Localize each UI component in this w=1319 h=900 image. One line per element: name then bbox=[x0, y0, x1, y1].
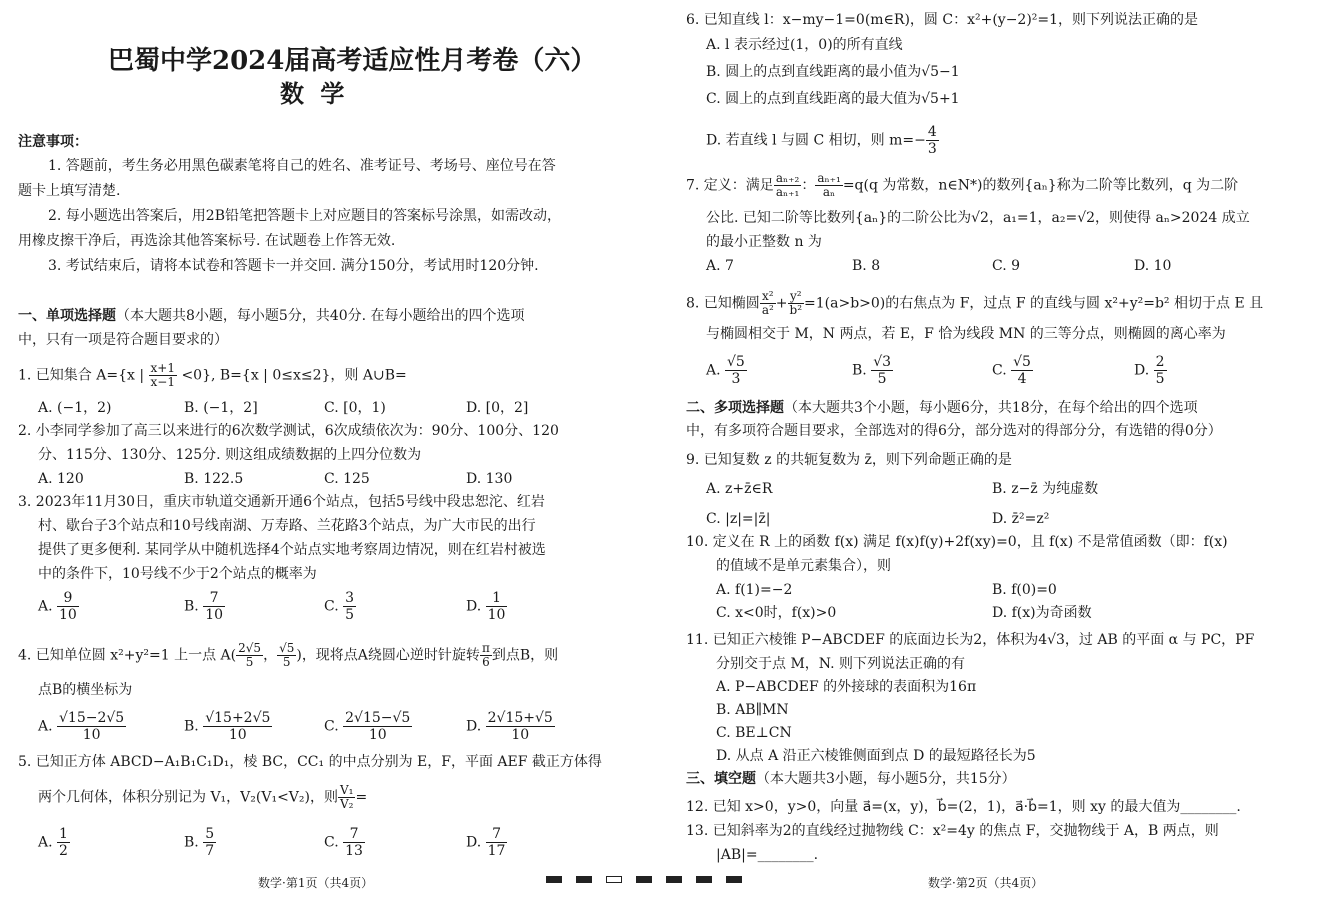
q4-option-d: D. $\frac{2√15+√5}{10}$ bbox=[466, 710, 553, 743]
q10-option-d: D. f(x)为奇函数 bbox=[992, 605, 1092, 621]
notice-line: 1. 答题前，考生务必用黑色碳素笔将自己的姓名、准考证号、考场号、座位号在答 bbox=[48, 158, 556, 174]
q4-option-a: A. $\frac{√15-2√5}{10}$ bbox=[38, 710, 125, 743]
q5-option-d: D. $\frac{7}{17}$ bbox=[466, 826, 506, 859]
notice-line: 用橡皮擦干净后，再选涂其他答案标号. 在试题卷上作答无效. bbox=[18, 233, 396, 249]
question-11: 11. 已知正六棱锥 P−ABCDEF 的底面边长为2，体积为4√3，过 AB 的平面 α 与 PC，PF bbox=[686, 632, 1255, 648]
exam-title: 巴蜀中学2024届高考适应性月考卷（六） bbox=[108, 46, 597, 76]
section1-desc: （本大题共8小题，每小题5分，共40分. 在每小题给出的四个选项 bbox=[116, 308, 525, 324]
notice-line: 3. 考试结束后，请将本试卷和答题卡一并交回. 满分150分，考试用时120分钟. bbox=[48, 258, 539, 274]
question-2-cont: 分、115分、130分、125分. 则这组成绩数据的上四分位数为 bbox=[38, 447, 422, 463]
section3-line1 bbox=[686, 769, 1016, 789]
q6-option-b: B. 圆上的点到直线距离的最小值为√5−1 bbox=[706, 64, 960, 80]
q10-option-c: C. x<0时，f(x)>0 bbox=[716, 605, 837, 621]
question-13-cont: |AB|=________. bbox=[716, 847, 819, 863]
q9-option-c: C. |z|=|z̄| bbox=[706, 511, 771, 527]
q1-den: x−1 bbox=[150, 375, 175, 389]
question-3: 3. 2023年11月30日，重庆市轨道交通新开通6个站点，包括5号线中段忠恕沱、红岩 bbox=[18, 494, 545, 510]
notice-line: 2. 每小题选出答案后，用2B铅笔把答题卡上对应题目的答案标号涂黑，如需改动， bbox=[48, 208, 562, 224]
q4-post: 到点B，则 bbox=[491, 647, 559, 664]
section2-line1 bbox=[686, 398, 1198, 418]
question-7-cont: 公比. 已知二阶等比数列{aₙ}的二阶公比为√2，a₁=1，a₂=√2，则使得 aₙ>2024 成立 bbox=[706, 210, 1250, 226]
question-7-cont: 的最小正整数 n 为 bbox=[706, 234, 822, 250]
q4-mid: ，现将点A绕圆心逆时针旋转 bbox=[301, 647, 480, 664]
registration-mark bbox=[666, 876, 682, 883]
q1-rest: <0}, B={x | 0≤x≤2}，则 A∪B= bbox=[181, 367, 407, 384]
q4-option-b: B. $\frac{√15+2√5}{10}$ bbox=[184, 710, 271, 743]
q11-option-c: C. BE⊥CN bbox=[716, 725, 792, 741]
footer-page-1: 数学·第1页（共4页） bbox=[258, 876, 374, 890]
q3-option-a: A. $\frac{9}{10}$ bbox=[38, 590, 77, 623]
q11-option-a: A. P−ABCDEF 的外接球的表面积为16π bbox=[716, 679, 977, 695]
q9-option-d: D. z̄²=z² bbox=[992, 511, 1050, 527]
q2-option-b: B. 122.5 bbox=[184, 471, 244, 487]
q1-option-d: D. [0，2] bbox=[466, 400, 529, 416]
q7-option-c: C. 9 bbox=[992, 258, 1021, 274]
question-9: 9. 已知复数 z 的共轭复数为 z̄，则下列命题正确的是 bbox=[686, 452, 1012, 468]
q9-option-a: A. z+z̄∈R bbox=[706, 481, 773, 497]
registration-mark bbox=[636, 876, 652, 883]
registration-mark bbox=[606, 876, 622, 883]
section1-desc2: 中，只有一项是符合题目要求的） bbox=[18, 332, 228, 348]
question-4: 4. 已知单位圆 x²+y²=1 上一点 A( $\frac{2√5}{5}$ ， $\frac{√5}{5}$ )，现将点A绕圆心逆时针旋转 $\frac{\pi}{6}$ 到点B，则 bbox=[18, 641, 559, 669]
q5-option-c: C. $\frac{7}{13}$ bbox=[324, 826, 363, 859]
registration-mark bbox=[576, 876, 592, 883]
q1-prefix: 1. 已知集合 bbox=[18, 367, 92, 384]
section1-line1 bbox=[18, 306, 525, 326]
question-5: 5. 已知正方体 ABCD−A₁B₁C₁D₁，棱 BC，CC₁ 的中点分别为 E，F，平面 AEF 截正方体得 bbox=[18, 754, 602, 770]
q2-option-d: D. 130 bbox=[466, 471, 513, 487]
section2-heading: 二、多项选择题 bbox=[686, 400, 784, 416]
q7-option-d: D. 10 bbox=[1134, 258, 1172, 274]
q8-option-d: D. $\frac{2}{5}$ bbox=[1134, 354, 1165, 387]
q3-option-c: C. $\frac{3}{5}$ bbox=[324, 590, 355, 623]
question-8-cont: 与椭圆相交于 M，N 两点，若 E，F 恰为线段 MN 的三等分点，则椭圆的离心率为 bbox=[706, 326, 1226, 342]
q10-option-b: B. f(0)=0 bbox=[992, 582, 1057, 598]
q4-pre: 4. 已知单位圆 x²+y²=1 上一点 A bbox=[18, 647, 231, 664]
q5-option-a: A. $\frac{1}{2}$ bbox=[38, 826, 68, 859]
section3-heading: 三、填空题 bbox=[686, 771, 756, 787]
question-5-cont: 两个几何体，体积分别记为 V₁，V₂(V₁<V₂)，则 $\frac{\text{V₁}}{\text{V₂}}$ = bbox=[38, 783, 368, 811]
q3-option-d: D. $\frac{1}{10}$ bbox=[466, 590, 506, 623]
question-11-cont: 分别交于点 M，N. 则下列说法正确的有 bbox=[716, 656, 966, 672]
registration-mark bbox=[696, 876, 712, 883]
q8-option-c: C. $\frac{√5}{4}$ bbox=[992, 354, 1031, 387]
q4-option-c: C. $\frac{2√15-√5}{10}$ bbox=[324, 710, 411, 743]
q5-option-b: B. $\frac{5}{7}$ bbox=[184, 826, 215, 859]
q6-option-d: D. 若直线 l 与圆 C 相切，则 m=− $\frac{4}{3}$ bbox=[706, 124, 937, 157]
registration-marks bbox=[546, 876, 742, 883]
q2-option-c: C. 125 bbox=[324, 471, 370, 487]
question-6: 6. 已知直线 l：x−my−1=0(m∈R)，圆 C：x²+(y−2)²=1，则下列说法正确的是 bbox=[686, 12, 1199, 28]
q6-option-a: A. l 表示经过(1，0)的所有直线 bbox=[706, 37, 903, 53]
q1-set-a: A={x | bbox=[96, 367, 145, 384]
question-13: 13. 已知斜率为2的直线经过抛物线 C：x²=4y 的焦点 F，交抛物线于 A，B 两点，则 bbox=[686, 823, 1219, 839]
q1-num: x+1 bbox=[150, 361, 175, 375]
question-2: 2. 小李同学参加了高三以来进行的6次数学测试，6次成绩依次为：90分、100分、120 bbox=[18, 423, 559, 439]
section2-desc: （本大题共3个小题，每小题6分，共18分，在每个给出的四个选项 bbox=[784, 400, 1198, 416]
question-7: 7. 定义：满足 $\frac{\text{aₙ₊₂}}{\text{aₙ₊₁}}$ ： $\frac{\text{aₙ₊₁}}{\text{aₙ}}$ =q(q 为常数，n∈N*)的数列{aₙ}称为二阶等比数列，q 为二阶 bbox=[686, 171, 1239, 199]
q11-option-d: D. 从点 A 沿正六棱锥侧面到点 D 的最短路径长为5 bbox=[716, 748, 1036, 764]
q9-option-b: B. z−z̄ 为纯虚数 bbox=[992, 481, 1099, 497]
question-3-cont: 村、歇台子3个站点和10号线南湖、万寿路、兰花路3个站点，为广大市民的出行 bbox=[38, 518, 536, 534]
registration-mark bbox=[546, 876, 562, 883]
q1-option-a: A. (−1，2) bbox=[38, 400, 112, 416]
q7-option-a: A. 7 bbox=[706, 258, 734, 274]
question-3-cont: 提供了更多便利. 某同学从中随机选择4个站点实地考察周边情况，则在红岩村被选 bbox=[38, 542, 546, 558]
question-12: 12. 已知 x>0，y>0，向量 a⃗=(x，y)，b⃗=(2，1)，a⃗·b⃗=1，则 xy 的最大值为________. bbox=[686, 799, 1241, 815]
q1-option-c: C. [0，1) bbox=[324, 400, 386, 416]
q6-option-c: C. 圆上的点到直线距离的最大值为√5+1 bbox=[706, 91, 960, 107]
q11-option-b: B. AB∥MN bbox=[716, 702, 789, 718]
q3-option-b: B. $\frac{7}{10}$ bbox=[184, 590, 224, 623]
question-3-cont: 中的条件下，10号线不少于2个站点的概率为 bbox=[38, 566, 317, 582]
q1-fraction bbox=[149, 362, 177, 389]
q7-option-b: B. 8 bbox=[852, 258, 881, 274]
section1-heading: 一、单项选择题 bbox=[18, 308, 116, 324]
question-4-cont: 点B的横坐标为 bbox=[38, 682, 133, 698]
q8-option-a: A. $\frac{√5}{3}$ bbox=[706, 354, 745, 387]
footer-page-2: 数学·第2页（共4页） bbox=[928, 876, 1044, 890]
question-10: 10. 定义在 R 上的函数 f(x) 满足 f(x)f(y)+2f(xy)=0，且 f(x) 不是常值函数（即：f(x) bbox=[686, 534, 1228, 550]
notice-heading: 注意事项： bbox=[18, 134, 88, 150]
q8-option-b: B. $\frac{√3}{5}$ bbox=[852, 354, 892, 387]
notice-line: 题卡上填写清楚. bbox=[18, 183, 121, 199]
q1-option-b: B. (−1，2] bbox=[184, 400, 258, 416]
question-1 bbox=[18, 362, 407, 389]
registration-mark bbox=[726, 876, 742, 883]
section3-desc: （本大题共3小题，每小题5分，共15分） bbox=[756, 771, 1016, 787]
question-8: 8. 已知椭圆 $\frac{\text{x²}}{\text{a²}}$ + $\frac{\text{y²}}{\text{b²}}$ =1(a>b>0)的右焦点为 F，过点 F 的直线与圆 x²+y²=b² 相切于点 E 且 bbox=[686, 289, 1264, 317]
question-10-cont: 的值域不是单元素集合），则 bbox=[716, 558, 891, 574]
section2-desc2: 中，有多项符合题目要求，全部选对的得6分，部分选对的得部分分，有选错的得0分） bbox=[686, 423, 1222, 439]
q2-option-a: A. 120 bbox=[38, 471, 84, 487]
subject-title: 数 学 bbox=[280, 79, 349, 108]
q10-option-a: A. f(1)=−2 bbox=[716, 582, 793, 598]
